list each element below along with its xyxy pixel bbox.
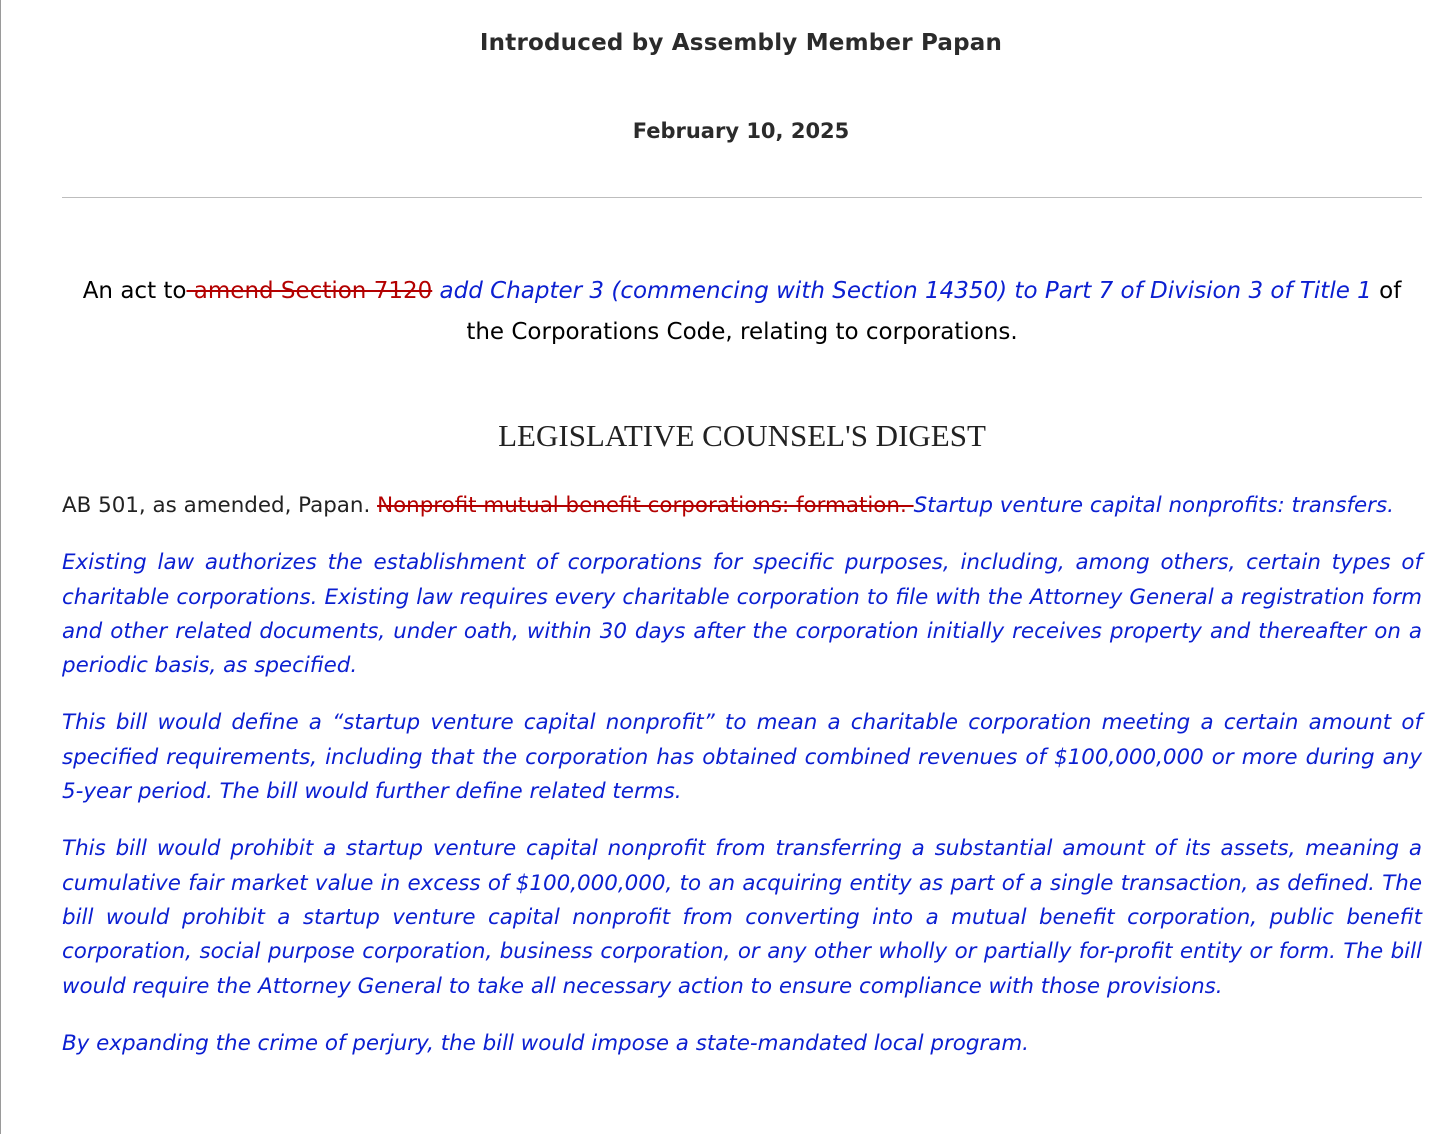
bill-line-deleted-text: Nonprofit mutual benefit corporations: formation. bbox=[377, 493, 914, 518]
digest-paragraph-definition: This bill would define a “startup venture capital nonprofit” to mean a charitable corporation meeting a certain amount of specified requirements, including that the corporation has obtained combined revenues of $100,000,000 or more during any 5-year period. The bill would further define related terms. bbox=[62, 710, 1422, 805]
act-title bbox=[62, 271, 1422, 353]
act-prefix: An act to bbox=[82, 278, 187, 304]
digest-paragraph-perjury: By expanding the crime of perjury, the bill would impose a state-mandated local program. bbox=[62, 1030, 1029, 1056]
act-deleted-text: amend Section 7120 bbox=[186, 278, 433, 304]
digest-paragraph-prohibition: This bill would prohibit a startup venture capital nonprofit from transferring a substantial amount of its assets, meaning a cumulative fair market value in excess of $100,000,000, to an acquiring entity as part of a single transaction, as defined. The bill would prohibit a startup venture capital nonprofit from converting into a mutual benefit corporation, public benefit corporation, social purpose corporation, business corporation, or any other wholly or partially for-profit entity or form. The bill would require the Attorney General to take all necessary action to ensure compliance with those provisions. bbox=[62, 836, 1422, 999]
bill-summary-line bbox=[62, 489, 1422, 523]
digest-paragraph-existing-law: Existing law authorizes the establishment of corporations for specific purposes, including, among others, certain types of charitable corporations. Existing law requires every charitable corporation to file with the Attorney General a registration form and other related documents, under oath, within 30 days after the corporation initially receives property and thereafter on a periodic basis, as specified. bbox=[62, 550, 1422, 679]
bill-line-prefix: AB 501, as amended, Papan. bbox=[62, 493, 378, 518]
bill-line-inserted-text: Startup venture capital nonprofits: transfers. bbox=[913, 493, 1394, 518]
section-divider bbox=[62, 197, 1422, 198]
introduced-by: Introduced by Assembly Member Papan bbox=[479, 30, 1003, 56]
act-suffix: of the Corporations Code, relating to corporations. bbox=[466, 278, 1402, 345]
introduction-date: February 10, 2025 bbox=[632, 119, 850, 143]
digest-heading: LEGISLATIVE COUNSEL'S DIGEST bbox=[498, 418, 986, 453]
digest-body bbox=[62, 489, 1422, 1084]
act-inserted-text: add Chapter 3 (commencing with Section 14350) to Part 7 of Division 3 of Title 1 bbox=[432, 278, 1372, 304]
